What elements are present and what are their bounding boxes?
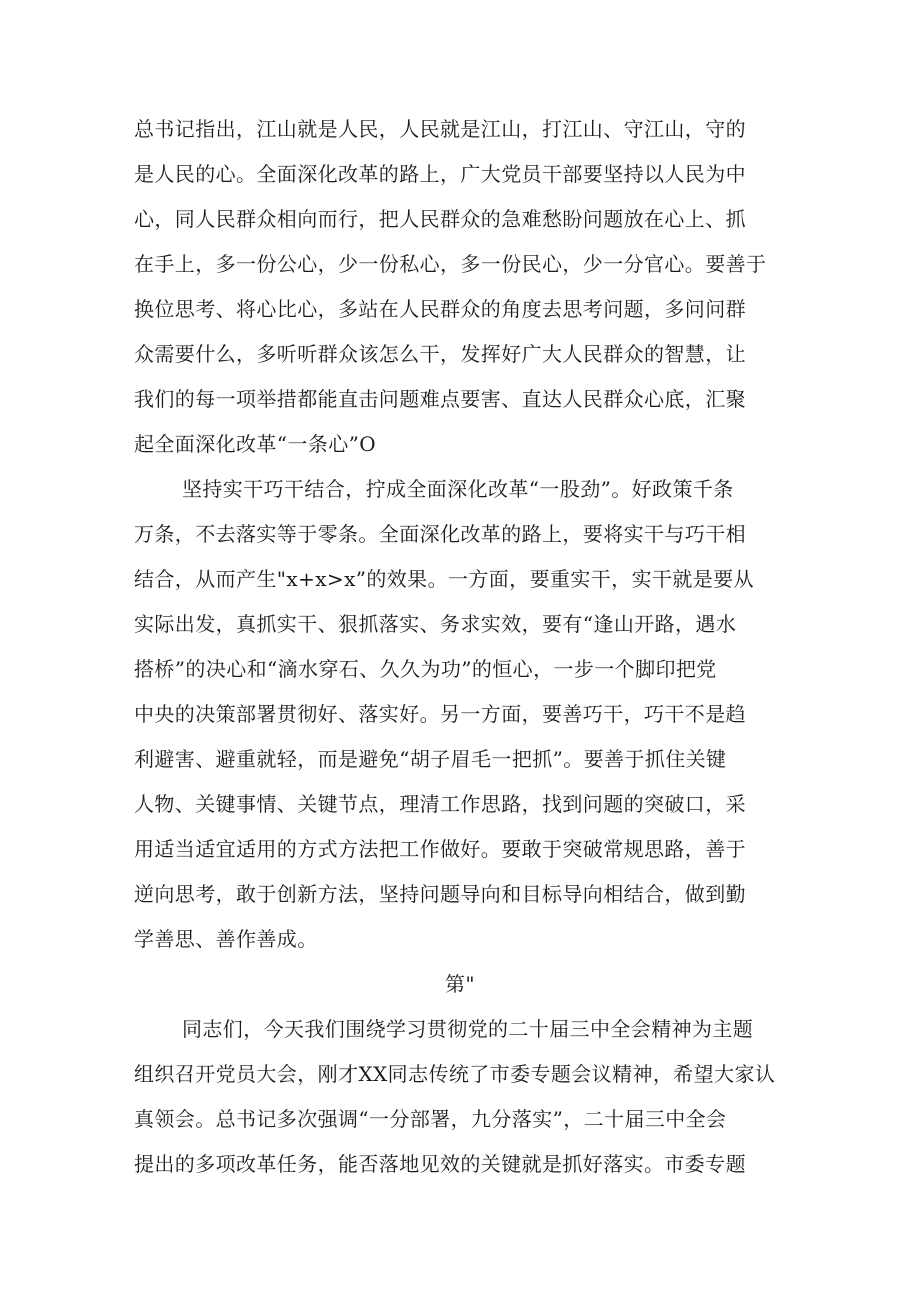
text-line: 众需要什么，多听听群众该怎么干，发挥好广大人民群众的智慧，让 bbox=[134, 342, 746, 366]
text-line: 总书记指出，江山就是人民，人民就是江山，打江山、守江山，守的 bbox=[134, 117, 746, 141]
text-line: 实际出发，真抓实干、狠抓落实、务求实效，要有“逢山开路，遇水 bbox=[134, 612, 737, 636]
text-line: 换位思考、将心比心，多站在人民群众的角度去思考问题，多问问群 bbox=[134, 297, 746, 321]
section-heading: 第" bbox=[445, 972, 475, 996]
text-line: 利避害、避重就轻，而是避免“胡子眉毛一把抓”。要善于抓住关键 bbox=[134, 747, 727, 771]
text-line: 万条，不去落实等于零条。全面深化改革的路上，要将实干与巧干相 bbox=[134, 522, 746, 546]
text-line: 逆向思考，敢于创新方法，坚持问题导向和目标导向相结合，做到勤 bbox=[134, 882, 746, 906]
text-line: 起全面深化改革“一条心”O bbox=[134, 432, 377, 456]
text-line: 同志们，今天我们围绕学习贯彻党的二十届三中全会精神为主题 bbox=[182, 1017, 754, 1041]
text-line: 提出的多项改革任务，能否落地见效的关键就是抓好落实。市委专题 bbox=[134, 1152, 746, 1176]
text-line: 中央的决策部署贯彻好、落实好。另一方面，要善巧干，巧干不是趋 bbox=[134, 702, 746, 726]
text-line: 结合，从而产生"x+x>x”的效果。一方面，要重实干，实干就是要从 bbox=[134, 567, 754, 591]
text-line: 坚持实干巧干结合，拧成全面深化改革“一股劲”。好政策千条 bbox=[182, 477, 734, 501]
text-line: 心，同人民群众相向而行，把人民群众的急难愁盼问题放在心上、抓 bbox=[134, 207, 746, 231]
text-line: 学善思、善作善成。 bbox=[134, 927, 318, 951]
text-line: 在手上，多一份公心，少一份私心，多一份民心，少一分官心。要善于 bbox=[134, 252, 767, 276]
text-line: 是人民的心。全面深化改革的路上，广大党员干部要坚持以人民为中 bbox=[134, 162, 746, 186]
text-line: 用适当适宜适用的方式方法把工作做好。要敢于突破常规思路，善于 bbox=[134, 837, 746, 861]
text-line: 我们的每一项举措都能直击问题难点要害、直达人民群众心底，汇聚 bbox=[134, 387, 746, 411]
text-line: 真领会。总书记多次强调“一分部署，九分落实”，二十届三中全会 bbox=[134, 1107, 727, 1131]
text-line: 人物、关键事情、关键节点，理清工作思路，找到问题的突破口，采 bbox=[134, 792, 746, 816]
text-line: 搭桥”的决心和“滴水穿石、久久为功”的恒心，一步一个脚印把党 bbox=[134, 657, 717, 681]
text-line: 组织召开党员大会，刚才XX同志传统了市委专题会议精神，希望大家认 bbox=[134, 1062, 776, 1086]
